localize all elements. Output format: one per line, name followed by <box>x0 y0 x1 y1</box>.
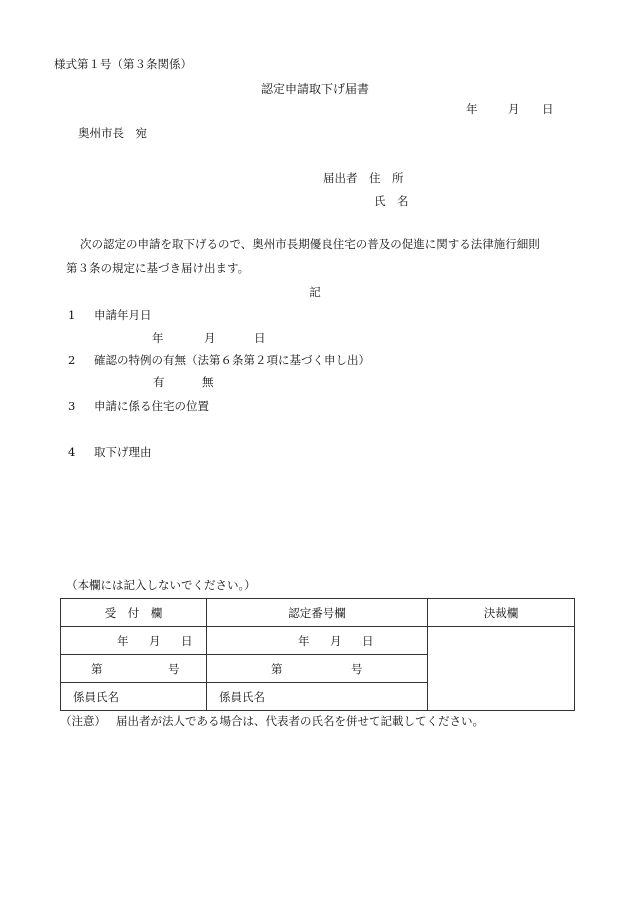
cert-number-go: 号 <box>351 661 363 676</box>
footnote <box>60 716 484 728</box>
cert-date-month: 月 <box>330 633 342 648</box>
receipt-number-go: 号 <box>168 661 180 676</box>
office-use-note: （本欄には記入しないでください。） <box>66 578 256 592</box>
choice-yes: 有 <box>153 375 165 389</box>
item-number: 1 <box>68 308 76 322</box>
notifier-name-label: 氏 名 <box>374 194 409 208</box>
cert-number-cell <box>207 655 428 683</box>
cert-number-header: 認定番号欄 <box>207 599 428 627</box>
receipt-date-cell <box>61 627 207 655</box>
notifier-address-label: 届出者 住 所 <box>323 171 404 185</box>
choice-no: 無 <box>202 375 214 389</box>
item-number: 2 <box>68 353 76 367</box>
body-text-line-2: 第３条の規定に基づき届け出ます。 <box>66 261 250 275</box>
table-row <box>61 627 575 655</box>
document-title: 認定申請取下げ届書 <box>260 82 369 96</box>
item-number: 4 <box>68 445 76 459</box>
application-date-year: 年 <box>152 331 164 345</box>
addressee: 奥州市長 宛 <box>78 126 147 140</box>
office-use-table <box>60 598 575 711</box>
receipt-staff-name: 係員氏名 <box>61 683 207 711</box>
application-date-day: 日 <box>254 331 266 345</box>
receipt-date-month: 月 <box>149 633 161 648</box>
submission-date-line <box>466 104 554 116</box>
decision-cell <box>428 627 575 711</box>
cert-staff-name: 係員氏名 <box>207 683 428 711</box>
cert-date-cell <box>207 627 428 655</box>
receipt-number-cell <box>61 655 207 683</box>
item-number: 3 <box>68 399 76 413</box>
item-label: 取下げ理由 <box>94 445 152 459</box>
item-label: 申請年月日 <box>94 308 152 322</box>
application-date-fields <box>152 333 266 345</box>
item-label: 申請に係る住宅の位置 <box>94 399 209 413</box>
cert-date-year: 年 <box>298 633 310 648</box>
cert-date-day: 日 <box>362 633 374 648</box>
exception-choice <box>153 377 214 389</box>
item-label: 確認の特例の有無（法第６条第２項に基づく申し出） <box>94 353 370 367</box>
form-number: 様式第１号（第３条関係） <box>54 57 192 71</box>
footnote-text: 届出者が法人である場合は、代表者の氏名を併せて記載してください。 <box>116 714 484 728</box>
receipt-date-year: 年 <box>117 633 129 648</box>
cert-number-dai: 第 <box>271 661 283 676</box>
body-text-line-1: 次の認定の申請を取下げるので、奥州市長期優良住宅の普及の促進に関する法律施行細則 <box>80 237 540 251</box>
receipt-header: 受 付 欄 <box>61 599 207 627</box>
item-withdrawal-reason <box>68 447 152 459</box>
item-application-date <box>68 310 152 322</box>
footnote-label: （注意） <box>60 714 106 728</box>
receipt-number-dai: 第 <box>91 661 103 676</box>
date-day-label: 日 <box>542 102 554 116</box>
application-date-month: 月 <box>204 331 216 345</box>
item-house-location <box>68 401 209 413</box>
item-special-exception <box>68 355 370 367</box>
date-month-label: 月 <box>508 102 520 116</box>
ki-heading: 記 <box>309 285 321 299</box>
receipt-date-day: 日 <box>181 633 193 648</box>
table-header-row <box>61 599 575 627</box>
decision-header: 決裁欄 <box>428 599 575 627</box>
date-year-label: 年 <box>466 102 478 116</box>
